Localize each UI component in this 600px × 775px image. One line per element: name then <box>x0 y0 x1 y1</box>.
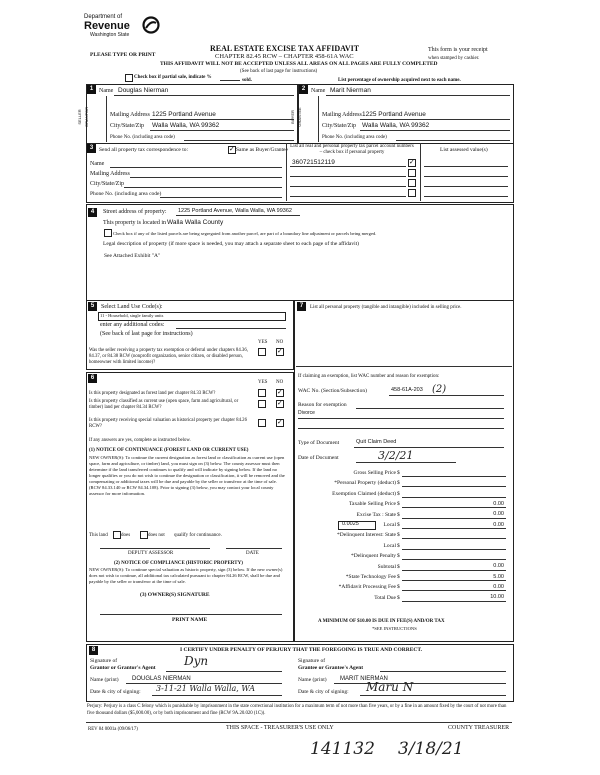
grantor-date-city[interactable]: 3-11-21 Walla Walla, WA <box>156 684 255 693</box>
dollar-sign: $ <box>397 563 400 570</box>
sold-label: sold. <box>242 78 252 83</box>
s5-yes-checkbox[interactable] <box>258 348 266 356</box>
section6-number: 6 <box>88 374 97 383</box>
receipt-note2: when stamped by cashier. <box>428 56 480 61</box>
land-does-not-label: does not <box>148 533 165 538</box>
calc-row-label: Local <box>383 542 396 549</box>
buyer-phone-label: Phone No. (including area code) <box>322 135 387 140</box>
land-use-label: Select Land Use Code(s): <box>101 304 163 310</box>
parcel-header: List all real and personal property tax parcel account numbers – check box if personal property <box>290 144 414 155</box>
seller-city-label: City/State/Zip <box>110 123 144 129</box>
partial-sale-checkbox[interactable] <box>125 74 133 82</box>
doc-date[interactable]: 3/2/21 <box>378 449 414 462</box>
legal-label: Legal description of property (if more space is needed, you may attach a separate sheet to each page of the affidavit) <box>103 241 359 247</box>
s6-no: NO <box>276 380 284 385</box>
revenue-logo-icon <box>142 16 160 34</box>
county-treasurer: COUNTY TREASURER <box>448 725 510 731</box>
dollar-sign: $ <box>397 501 400 508</box>
perjury-statement: Perjury: Perjury is a class C felony which is punishable by imprisonment in the state correctional institution for a maximum term of not more than five years, or by a fine in an amount fixed by the court of not more than five thousand dollars ($5,000.00), or by both imprisonment and fine (RCW 9A.20.020 (1C)). <box>87 704 507 716</box>
revenue-logo <box>84 14 164 46</box>
buyer-name-label: Name <box>311 88 326 94</box>
calc-row-label: Gross Selling Price <box>353 470 396 476</box>
calc-row-label: *Affidavit Processing Fee <box>338 584 396 591</box>
s5-yes: YES <box>258 340 268 345</box>
calc-row-label: *Delinquent Interest: State <box>337 532 396 539</box>
calc-row-label: Excise Tax : State <box>356 511 396 518</box>
street-label: Street address of property: <box>103 209 167 215</box>
s6-q2-no[interactable] <box>276 400 284 408</box>
reason-label: Reason for exemption <box>298 402 347 408</box>
segregated-label: Check box if any of the listed parcels are being segregated from another parcel, are part of a boundary line adjustment or parcels being merged. <box>113 231 377 236</box>
dollar-sign: $ <box>397 542 400 549</box>
agency-line2: Revenue <box>84 20 130 32</box>
minimum-note: A MINIMUM OF $10.00 IS DUE IN FEE(S) AND/OR TAX <box>318 619 445 624</box>
calc-row-value[interactable]: 0.00 <box>493 511 504 518</box>
seller-mail-label: Mailing Address <box>110 112 150 118</box>
grantor-name[interactable]: DOUGLAS NIERMAN <box>132 676 191 682</box>
s3-name-label: Name <box>90 161 105 167</box>
buyer-name[interactable]: Marit Nierman <box>330 87 371 94</box>
grantee-name[interactable]: MARIT NIERMAN <box>340 676 388 682</box>
s6-q1: Is this property designated as forest land per chapter 84.33 RCW? <box>89 391 216 396</box>
calc-row-label: Exemption Claimed (deduct) <box>332 490 396 497</box>
treasurer-date: 3/18/21 <box>398 739 464 759</box>
parcel-personal-checkbox-3[interactable] <box>408 179 416 187</box>
s6-if-yes: If any answers are yes, complete as instructed below. <box>89 438 191 443</box>
s6-q3: Is this property receiving special valuation as historical property per chapter 84.26 RCW? <box>89 418 247 429</box>
calc-row-label: Taxable Selling Price <box>349 501 396 508</box>
section1-number: 1 <box>87 85 96 94</box>
segregated-checkbox[interactable] <box>104 229 112 237</box>
grantee-name-label: Name (print) <box>298 677 327 683</box>
local-rate[interactable]: 0.0025 <box>342 521 359 527</box>
calc-row-label: Local <box>383 522 396 528</box>
section2-number: 2 <box>299 85 308 94</box>
land-does-not-checkbox[interactable] <box>140 531 148 539</box>
located-county[interactable]: Walla Walla County <box>167 219 224 226</box>
calc-row-label: *State Technology Fee <box>345 574 396 580</box>
parcel-personal-checkbox-4[interactable] <box>408 189 416 197</box>
ownership-note: List percentage of ownership acquired next to each name. <box>338 78 461 83</box>
treasurer-number: 141132 <box>310 739 375 759</box>
dollar-sign: $ <box>397 553 400 560</box>
calc-row-value[interactable]: 0.00 <box>493 583 504 590</box>
calc-row-label: Subtotal <box>377 563 396 570</box>
deputy-assessor-label: DEPUTY ASSESSOR <box>128 551 174 556</box>
grantor-date-label: Date & city of signing: <box>90 689 141 695</box>
dollar-sign: $ <box>397 584 400 591</box>
section8-number: 8 <box>89 646 98 655</box>
buyer-mail[interactable]: 1225 Portland Avenue <box>362 111 426 118</box>
grantee-date-label: Date & city of signing: <box>298 689 349 695</box>
personal-property-label: List all personal property (tangible and intangible) included in selling price. <box>310 305 462 310</box>
parcel-number[interactable]: 360721512119 <box>292 159 335 166</box>
reason-value[interactable]: Divorce <box>298 410 315 416</box>
s3-city-label: City/State/Zip <box>90 181 124 187</box>
notice2-body: NEW OWNER(S): To continue special valuation as historic property, sign (3) below. If the new owner(s) does not wish to continue, all additional tax calculated pursuant to chapter 84.26 RCW, shall be due and payable by the seller or transferor at the time of sale. <box>89 567 283 584</box>
treasurer-space: THIS SPACE - TREASURER'S USE ONLY <box>226 725 334 731</box>
dollar-sign: $ <box>397 574 400 580</box>
section6 <box>86 372 294 642</box>
legal-exhibit[interactable]: See Attached Exhibit "A" <box>104 253 161 259</box>
please-type: PLEASE TYPE OR PRINT <box>90 52 156 58</box>
seller-name[interactable]: Douglas Nierman <box>118 87 169 94</box>
owner-signature-label: (3) OWNER(S) SIGNATURE <box>140 592 210 598</box>
dollar-sign: $ <box>397 532 400 539</box>
partial-sale-label: Check box if partial sale, indicate % <box>134 75 212 80</box>
additional-codes-label: enter any additional codes: <box>100 322 165 328</box>
notice2-title: (2) NOTICE OF COMPLIANCE (HISTORIC PROPERTY) <box>114 561 243 566</box>
grantor-name-label: Name (print) <box>90 677 119 683</box>
dollar-sign: $ <box>397 511 400 518</box>
section3-number: 3 <box>87 144 96 153</box>
see-back-note: (See back of last page for instructions) <box>240 69 318 74</box>
agency-line1: Department of <box>84 14 123 20</box>
doc-date-label: Date of Document <box>298 455 339 461</box>
s6-yes: YES <box>258 380 268 385</box>
form-chapter: CHAPTER 82.45 RCW – CHAPTER 458-61A WAC <box>215 53 354 60</box>
qualify-label: qualify for continuance. <box>174 533 222 538</box>
dollar-sign: $ <box>397 470 400 476</box>
parcel-personal-checkbox-2[interactable] <box>408 169 416 177</box>
calc-row-label: Total Due <box>374 594 396 601</box>
street-address[interactable]: 1225 Portland Avenue, Walla Walla, WA 99362 <box>178 208 292 214</box>
same-as-buyer-label: Same as Buyer/Grantee <box>236 147 288 153</box>
calc-row-label: *Personal Property (deduct) <box>334 480 396 487</box>
dollar-sign: $ <box>397 522 400 528</box>
print-name-label: PRINT NAME <box>172 617 208 623</box>
dollar-sign: $ <box>397 490 400 497</box>
s5-question: Was the seller receiving a property tax exemption or deferral under chapters 84.36, 84.37, or 84.38 RCW (nonprofit organization, senior citizen, or disabled person, homeowner with limited income)? <box>89 348 248 365</box>
assessed-header: List assessed value(s) <box>440 147 488 153</box>
section7-number: 7 <box>297 302 306 311</box>
calc-row-label: *Delinquent Penalty <box>350 553 396 560</box>
section4-number: 4 <box>88 208 97 217</box>
s6-q1-yes[interactable] <box>258 389 266 397</box>
land-does-label: does <box>121 533 131 538</box>
seller-city[interactable]: Walla Walla, WA 99362 <box>152 122 220 129</box>
s6-q1-no[interactable] <box>276 389 284 397</box>
wac-number[interactable]: 458-61A-203 <box>391 387 423 393</box>
notice1-body: NEW OWNER(S): To continue the current designation as forest land or classification as current use (open space, farm and agriculture, or timber) land, you must sign on (3) below. The county assessor must then determine if the land transferred continues to qualify and will indicate by signing below. If the land no longer qualifies or you do not wish to continue the designation or classification, it will be removed and the compensating or additional taxes will be due and payable by the seller or transferor at the time of sale. (RCW 84.33.140 or RCW 84.34.108). Prior to signing (3) below, you may contact your local county assessor for more information. <box>89 455 285 496</box>
calc-row-value[interactable]: 5.00 <box>493 573 504 580</box>
s6-q3-yes[interactable] <box>258 419 266 427</box>
grantor-signature[interactable]: Dyn <box>184 654 209 668</box>
dollar-sign: $ <box>397 480 400 487</box>
calc-row-value[interactable]: 0.00 <box>493 500 504 507</box>
grantee-signature[interactable]: Maru N <box>366 680 414 694</box>
seller-name-label: Name <box>99 88 114 94</box>
grantee-agent-label: Grantee or Grantee's Agent <box>298 665 364 671</box>
seller-mail[interactable]: 1225 Portland Avenue <box>152 111 216 118</box>
grantee-sig-label1: Signature of <box>298 658 326 664</box>
calc-row-value[interactable]: 0.00 <box>493 563 504 570</box>
seller-phone-label: Phone No. (including area code) <box>110 135 175 140</box>
dollar-sign: $ <box>397 594 400 601</box>
rev-number: REV 84 0001a (09/06/17) <box>88 727 138 732</box>
buyer-mail-label: Mailing Address <box>322 112 362 118</box>
s6-q2: Is this property classified as current use (open space, farm and agricultural, or timber) land per chapter 84.34 RCW? <box>89 399 239 410</box>
buyer-side-label: BUYER GRANTEE <box>290 107 302 127</box>
calc-row-value[interactable]: 10.00 <box>490 594 504 601</box>
buyer-city-label: City/State/Zip <box>322 123 356 129</box>
notice1-title: (1) NOTICE OF CONTINUANCE (FOREST LAND OR CURRENT USE) <box>89 448 249 453</box>
same-as-buyer-checkbox[interactable] <box>228 146 236 154</box>
s5-no: NO <box>276 340 284 345</box>
land-use-code[interactable]: 11 - Household, single family units <box>100 313 164 318</box>
wac-note: (2) <box>432 384 447 395</box>
wac-intro: If claiming an exemption, list WAC number and reason for exemption: <box>298 374 440 379</box>
grantor-sig-label1: Signature of <box>90 658 118 664</box>
send-to-label: Send all property tax correspondence to: <box>99 147 189 153</box>
section5-number: 5 <box>88 302 97 311</box>
seller-side-label: SELLER GRANTOR <box>77 107 89 127</box>
form-warning: THIS AFFIDAVIT WILL NOT BE ACCEPTED UNLESS ALL AREAS ON ALL PAGES ARE FULLY COMPLETED <box>160 61 438 67</box>
agency-line3: Washington State <box>90 32 130 38</box>
doc-type-label: Type of Document <box>298 440 340 446</box>
see-instructions: *SEE INSTRUCTIONS <box>372 626 417 631</box>
s5-no-checkbox[interactable] <box>276 348 284 356</box>
s6-q3-no[interactable] <box>276 419 284 427</box>
s3-phone-label: Phone No. (including area code) <box>90 191 162 197</box>
form-title: REAL ESTATE EXCISE TAX AFFIDAVIT <box>210 44 360 53</box>
s3-mail-label: Mailing Address <box>90 171 130 177</box>
grantor-agent-label: Grantor or Grantor's Agent <box>90 665 156 671</box>
receipt-note1: This form is your receipt <box>428 47 488 53</box>
wac-label: WAC No. (Section/Subsection) <box>298 388 367 394</box>
s6-q2-yes[interactable] <box>258 400 266 408</box>
this-land-label: This land <box>89 533 108 538</box>
calc-row-value[interactable]: 0.00 <box>493 521 504 528</box>
parcel-personal-checkbox-1[interactable] <box>408 159 416 167</box>
located-label: This property is located in <box>103 220 166 226</box>
buyer-city[interactable]: Walla Walla, WA 99362 <box>362 122 430 129</box>
doc-type[interactable]: Quit Claim Deed <box>356 439 397 445</box>
land-does-checkbox[interactable] <box>113 531 121 539</box>
s5-see-back: (See back of last page for instructions) <box>100 331 193 337</box>
certify-statement: I CERTIFY UNDER PENALTY OF PERJURY THAT THE FOREGOING IS TRUE AND CORRECT. <box>180 647 423 653</box>
assessor-date-label: DATE <box>246 551 259 556</box>
